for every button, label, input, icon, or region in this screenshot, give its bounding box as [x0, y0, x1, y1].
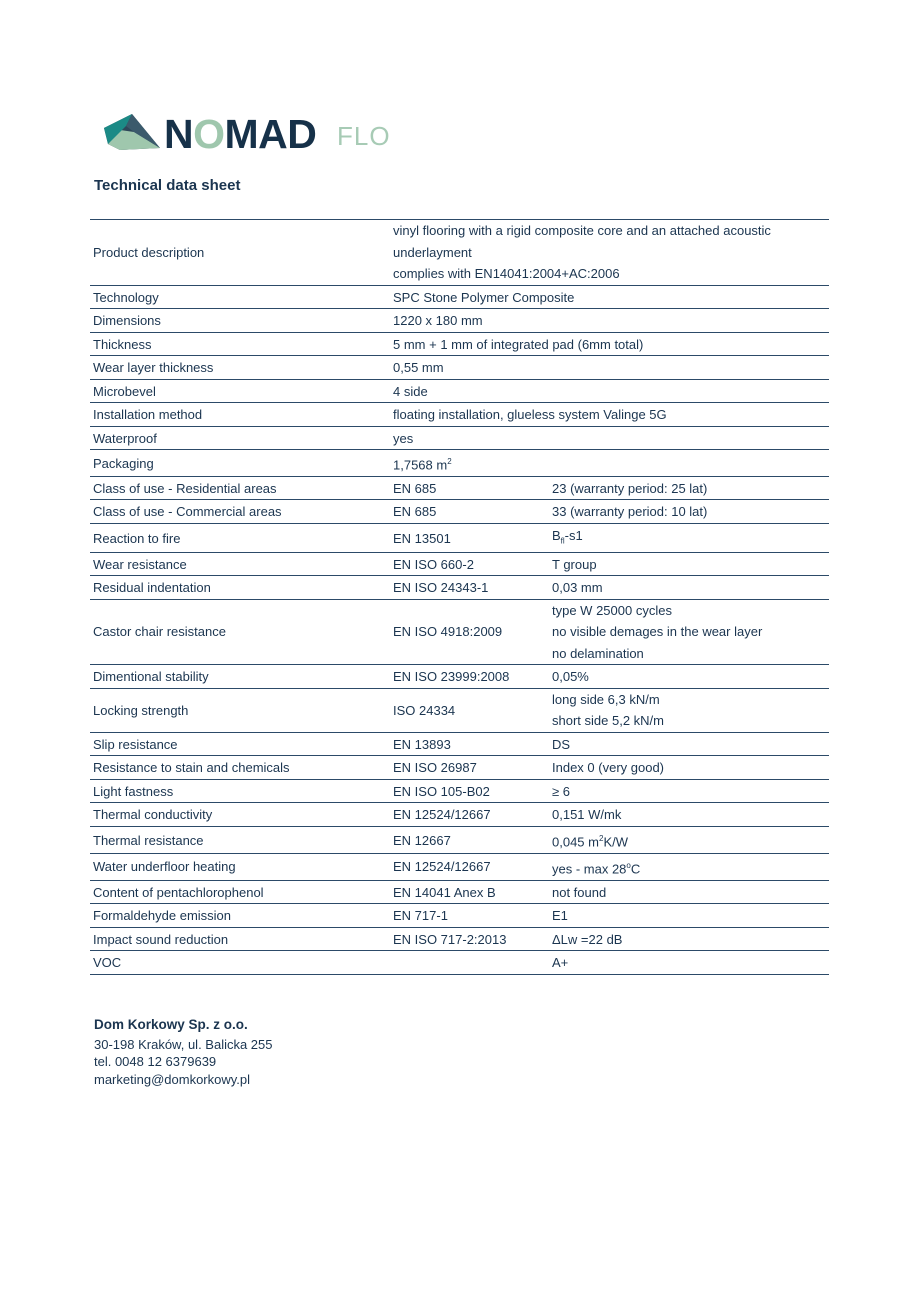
- spec-row: [90, 756, 829, 780]
- spec-standard: EN 13501: [390, 523, 549, 552]
- spec-row: [90, 904, 829, 928]
- spec-label: Slip resistance: [90, 732, 390, 756]
- spec-label: Resistance to stain and chemicals: [90, 756, 390, 780]
- spec-result: T group: [549, 552, 829, 576]
- spec-result: DS: [549, 732, 829, 756]
- spec-row: [90, 779, 829, 803]
- spec-standard: EN 12667: [390, 826, 549, 853]
- spec-label: Waterproof: [90, 426, 390, 450]
- spec-label: Formaldehyde emission: [90, 904, 390, 928]
- spec-result: ≥ 6: [549, 779, 829, 803]
- spec-result: 0,045 $m^2K/W$: [549, 826, 829, 853]
- spec-result-line: no visible demages in the wear layer: [552, 624, 763, 640]
- spec-row: [90, 332, 829, 356]
- spec-value: SPC Stone Polymer Composite: [390, 285, 829, 309]
- spec-result-line: no delamination: [552, 645, 644, 661]
- spec-value-line: underlayment: [393, 244, 472, 260]
- spec-label: Technology: [90, 285, 390, 309]
- spec-row: [90, 450, 829, 477]
- spec-row: [90, 599, 829, 665]
- spec-result: 0,03 mm: [549, 576, 829, 600]
- spec-result: 0,151 W/mk: [549, 803, 829, 827]
- spec-value: 5 mm + 1 mm of integrated pad (6mm total): [390, 332, 829, 356]
- spec-label: Castor chair resistance: [90, 599, 390, 665]
- spec-label: Light fastness: [90, 779, 390, 803]
- spec-table: [90, 219, 829, 975]
- spec-standard: EN ISO 24343-1: [390, 576, 549, 600]
- spec-standard: EN 13893: [390, 732, 549, 756]
- spec-standard: EN 14041 Anex B: [390, 880, 549, 904]
- spec-label: Impact sound reduction: [90, 927, 390, 951]
- spec-row: [90, 285, 829, 309]
- spec-label: Thermal conductivity: [90, 803, 390, 827]
- spec-label: Dimensions: [90, 309, 390, 333]
- spec-result: $B_{fl}-s1$: [549, 523, 829, 552]
- logo-suffix: FLO: [337, 121, 391, 151]
- company-address: 30-198 Kraków, ul. Balicka 255: [94, 1036, 273, 1052]
- spec-value: [390, 220, 829, 286]
- spec-label: Reaction to fire: [90, 523, 390, 552]
- spec-value: floating installation, glueless system Valinge 5G: [390, 403, 829, 427]
- spec-row: [90, 403, 829, 427]
- spec-standard: EN ISO 660-2: [390, 552, 549, 576]
- spec-label: Locking strength: [90, 688, 390, 732]
- spec-row: [90, 220, 829, 286]
- spec-label: Thickness: [90, 332, 390, 356]
- spec-row: [90, 500, 829, 524]
- spec-value: 1220 x 180 mm: [390, 309, 829, 333]
- spec-standard: EN 12524/12667: [390, 803, 549, 827]
- spec-result: 0,05%: [549, 665, 829, 689]
- spec-row: [90, 927, 829, 951]
- spec-standard: EN 717-1: [390, 904, 549, 928]
- spec-label: Wear resistance: [90, 552, 390, 576]
- logo-wordmark: NOMAD: [164, 111, 317, 157]
- spec-value: yes: [390, 426, 829, 450]
- spec-standard: EN ISO 105-B02: [390, 779, 549, 803]
- spec-standard: EN ISO 23999:2008: [390, 665, 549, 689]
- spec-result: E1: [549, 904, 829, 928]
- spec-standard: ISO 24334: [390, 688, 549, 732]
- logo-mountain-icon: [104, 114, 164, 154]
- spec-label: Microbevel: [90, 379, 390, 403]
- spec-label: Product description: [90, 220, 390, 286]
- spec-row: [90, 665, 829, 689]
- spec-row: [90, 356, 829, 380]
- spec-label: Class of use - Commercial areas: [90, 500, 390, 524]
- spec-result: not found: [549, 880, 829, 904]
- spec-label: Thermal resistance: [90, 826, 390, 853]
- nomad-flo-logo: [104, 110, 404, 158]
- spec-row: [90, 826, 829, 853]
- spec-result: 23 (warranty period: 25 lat): [549, 476, 829, 500]
- spec-row: [90, 853, 829, 880]
- spec-row: [90, 476, 829, 500]
- spec-value-line: complies with EN14041:2004+AC:2006: [393, 266, 620, 281]
- spec-standard: EN 685: [390, 500, 549, 524]
- spec-result: Index 0 (very good): [549, 756, 829, 780]
- spec-result: [549, 688, 829, 732]
- spec-label: Wear layer thickness: [90, 356, 390, 380]
- spec-standard: EN 685: [390, 476, 549, 500]
- spec-result: [549, 599, 829, 665]
- company-info: [94, 1016, 273, 1088]
- spec-row: [90, 732, 829, 756]
- company-email[interactable]: marketing@domkorkowy.pl: [94, 1071, 251, 1087]
- page-title: Technical data sheet: [94, 177, 241, 194]
- spec-value: 4 side: [390, 379, 829, 403]
- spec-value-line: vinyl flooring with a rigid composite core and an attached acoustic: [393, 223, 771, 238]
- spec-row: [90, 552, 829, 576]
- spec-result-line: short side 5,2 kN/m: [552, 713, 664, 729]
- spec-value: 0,55 mm: [390, 356, 829, 380]
- spec-result: ΔLw =22 dB: [549, 927, 829, 951]
- spec-label: Installation method: [90, 403, 390, 427]
- spec-label: Residual indentation: [90, 576, 390, 600]
- spec-label: VOC: [90, 951, 390, 975]
- spec-row: [90, 951, 829, 975]
- spec-label: Class of use - Residential areas: [90, 476, 390, 500]
- spec-row: [90, 426, 829, 450]
- spec-result-line: type W 25000 cycles: [552, 602, 672, 618]
- spec-result: A+: [549, 951, 829, 975]
- spec-result: 33 (warranty period: 10 lat): [549, 500, 829, 524]
- spec-standard: EN 12524/12667: [390, 853, 549, 880]
- spec-standard: [390, 951, 549, 975]
- spec-standard: EN ISO 4918:2009: [390, 599, 549, 665]
- spec-row: [90, 880, 829, 904]
- spec-standard: EN ISO 717-2:2013: [390, 927, 549, 951]
- spec-row: [90, 379, 829, 403]
- spec-label: Water underfloor heating: [90, 853, 390, 880]
- spec-value: 1,7568 $m^2$: [390, 450, 829, 477]
- company-phone: tel. 0048 12 6379639: [94, 1054, 217, 1069]
- spec-result-line: long side 6,3 kN/m: [552, 691, 660, 707]
- spec-standard: EN ISO 26987: [390, 756, 549, 780]
- spec-row: [90, 309, 829, 333]
- spec-label: Content of pentachlorophenol: [90, 880, 390, 904]
- company-name: Dom Korkowy Sp. z o.o.: [94, 1017, 248, 1032]
- spec-row: [90, 688, 829, 732]
- spec-row: [90, 576, 829, 600]
- spec-label: Dimentional stability: [90, 665, 390, 689]
- spec-label: Packaging: [90, 450, 390, 477]
- spec-result: yes - max 28$^o$C: [549, 853, 829, 880]
- spec-row: [90, 803, 829, 827]
- spec-row: [90, 523, 829, 552]
